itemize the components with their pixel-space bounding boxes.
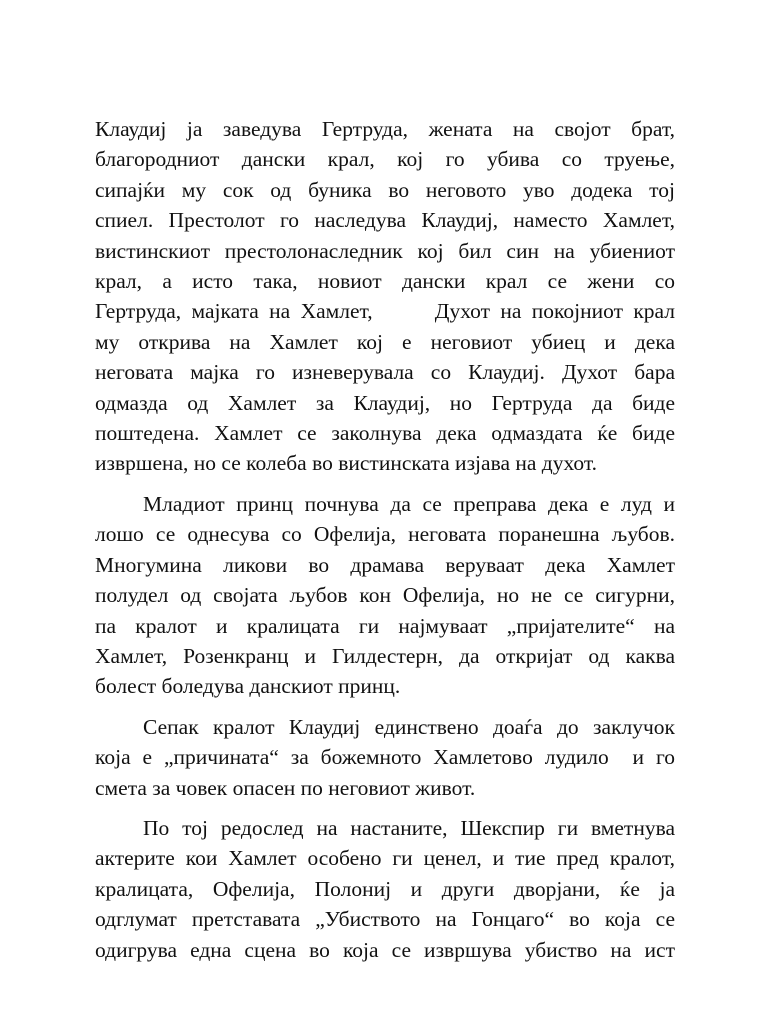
text-line: Хамлет, Розенкранц и Гилдестерн, да откријат од каква bbox=[95, 643, 675, 668]
text-line: одмазда од Хамлет за Клаудиј, но Гертруда да биде bbox=[95, 390, 675, 415]
document-page bbox=[95, 114, 675, 965]
paragraph-2 bbox=[95, 489, 675, 702]
text-line: Многумина ликови во драмава веруваат дека Хамлет bbox=[95, 552, 675, 577]
text-line: вистинскиот престолонаследник кој бил син на убиениот bbox=[95, 238, 675, 263]
text-line: полудел од својата љубов кон Офелија, но не се сигурни, bbox=[95, 583, 675, 608]
text-line: крал, а исто така, новиот дански крал се жени со bbox=[95, 269, 675, 294]
paragraph-3 bbox=[95, 712, 675, 803]
text-line: спиел. Престолот го наследува Клаудиј, наместо Хамлет, bbox=[95, 208, 675, 233]
text-line: сипајќи му сок од буника во неговото уво додека тој bbox=[95, 177, 675, 202]
paragraph-1 bbox=[95, 114, 675, 479]
text-line: кралицата, Офелија, Полониј и други дворјани, ќе ја bbox=[95, 876, 675, 901]
text-line: па кралот и кралицата ги најмуваат „пријателите“ на bbox=[95, 613, 675, 638]
text-line: Клаудиј ја заведува Гертруда, жената на својот брат, bbox=[95, 117, 675, 141]
text-line: одигрува една сцена во која се извршува убиство на ист bbox=[95, 937, 675, 962]
paragraph-4 bbox=[95, 813, 675, 965]
text-line: Сепак кралот Клаудиј единствено доаѓа до заклучок bbox=[143, 714, 675, 739]
text-line: која е „причината“ за божемното Хамлетово лудило и го bbox=[95, 745, 675, 770]
text-line: Гертруда, мајката на Хамлет, Духот на покојниот крал bbox=[95, 299, 675, 324]
text-line: благородниот дански крал, кој го убива со труење, bbox=[95, 147, 675, 172]
text-line: одглумат претставата „Убиството на Гонцаго“ во која се bbox=[95, 907, 675, 932]
text-line: Младиот принц почнува да се преправа дека е луд и bbox=[143, 491, 675, 516]
text-line: актерите кои Хамлет особено ги ценел, и тие пред кралот, bbox=[95, 846, 675, 871]
text-line: извршена, но се колеба во вистинската изјава на духот. bbox=[95, 451, 598, 476]
text-line: неговата мајка го изневерувала со Клаудиј. Духот бара bbox=[95, 360, 675, 385]
text-line: болест боледува данскиот принц. bbox=[95, 674, 401, 699]
text-line: смета за човек опасен по неговиот живот. bbox=[95, 775, 476, 800]
text-line: му открива на Хамлет кој е неговиот убиец и дека bbox=[95, 329, 675, 354]
text-line: лошо се однесува со Офелија, неговата поранешна љубов. bbox=[95, 522, 675, 547]
text-line: поштедена. Хамлет се заколнува дека одмаздата ќе биде bbox=[95, 421, 675, 446]
text-line: По тој редослед на настаните, Шекспир ги вметнува bbox=[143, 815, 675, 840]
